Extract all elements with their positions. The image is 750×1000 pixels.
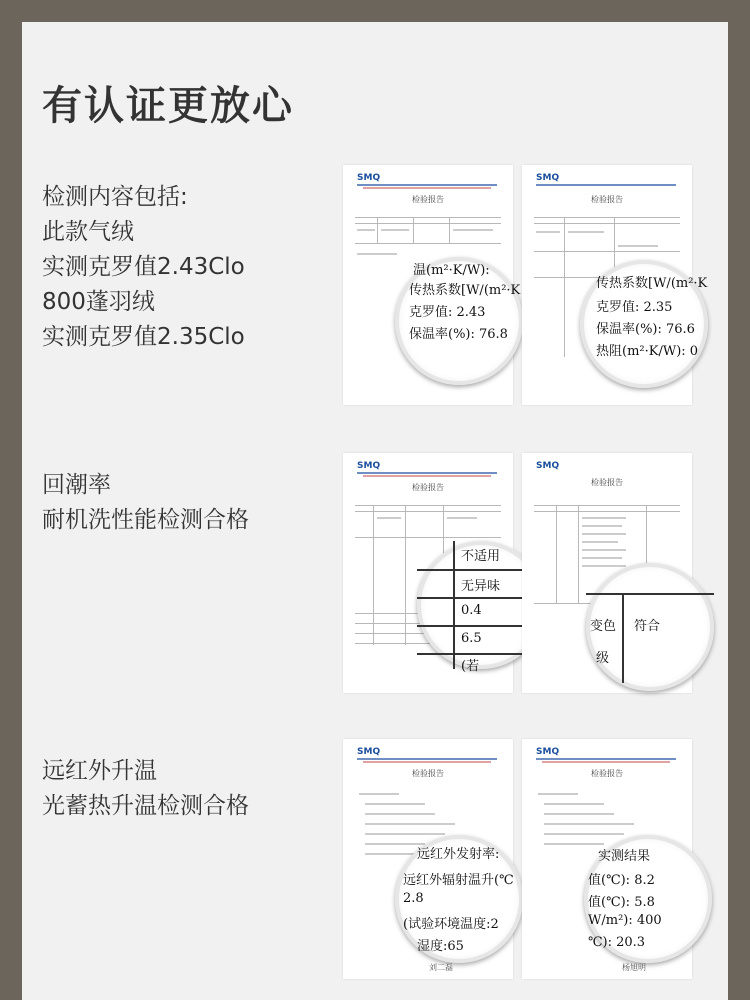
- lens-table-line: [586, 593, 714, 595]
- lens-text: W/m²): 400: [588, 913, 662, 928]
- certificate-doc: [522, 453, 692, 693]
- table-line: [405, 505, 406, 645]
- report-title: 检验报告: [591, 195, 623, 204]
- lens-text: 保温率(%): 76.6: [596, 322, 695, 337]
- table-line: [373, 505, 374, 645]
- section-line: 远红外升温: [42, 758, 157, 784]
- text-placeholder: [568, 231, 604, 233]
- smq-logo: SMQ: [536, 747, 560, 757]
- text-placeholder: [582, 525, 622, 527]
- lens-table-line: [622, 593, 624, 683]
- section-line: 800蓬羽绒: [42, 289, 155, 315]
- smq-logo: SMQ: [357, 461, 381, 471]
- text-placeholder: [544, 833, 624, 835]
- section-2-text: [42, 468, 249, 538]
- table-line: [564, 217, 565, 357]
- lens-text: 6.5: [461, 631, 482, 646]
- lens-text: 变色: [590, 619, 617, 634]
- lens-text: 传热系数[W/(m²·K: [596, 276, 708, 291]
- text-placeholder: [544, 823, 634, 825]
- text-placeholder: [377, 517, 401, 519]
- table-line: [556, 505, 557, 603]
- section-line: 实测克罗值2.43Clo: [42, 254, 245, 280]
- report-title: 检验报告: [412, 769, 444, 778]
- report-title: 检验报告: [412, 483, 444, 492]
- table-line: [355, 537, 501, 538]
- certificate-doc: [343, 453, 513, 693]
- text-placeholder: [582, 549, 626, 551]
- table-line: [534, 251, 680, 252]
- lens-text: 湿度:65: [417, 939, 464, 954]
- doc-header-bar: [536, 758, 676, 760]
- lens-text: 2.8: [403, 891, 424, 906]
- lens-text: 值(℃): 5.8: [588, 895, 655, 910]
- lens-text: 不适用: [461, 549, 501, 564]
- text-placeholder: [582, 565, 626, 567]
- certificate-doc: [522, 739, 692, 979]
- lens-text: 值(℃): 8.2: [588, 873, 655, 888]
- text-placeholder: [453, 229, 493, 231]
- text-placeholder: [365, 843, 425, 845]
- section-3-text: [42, 754, 249, 824]
- section-line: 耐机洗性能检测合格: [42, 507, 249, 533]
- table-line: [355, 505, 501, 506]
- text-placeholder: [544, 843, 604, 845]
- text-placeholder: [365, 803, 425, 805]
- certificate-doc: [343, 739, 513, 979]
- doc-sub-bar: [363, 475, 491, 477]
- text-placeholder: [357, 253, 397, 255]
- content-card: [22, 22, 728, 1000]
- certificate-doc: [522, 165, 708, 405]
- lens-text: 温(m²·K/W):: [413, 263, 490, 278]
- section-1-text: [42, 180, 245, 355]
- text-placeholder: [365, 813, 435, 815]
- page-title: 有认证更放心: [42, 83, 294, 129]
- text-placeholder: [381, 229, 409, 231]
- lens-text: 保温率(%): 76.8: [409, 327, 508, 342]
- lens-text: 克罗值: 2.43: [409, 305, 486, 320]
- magnifier-lens: [586, 563, 714, 691]
- lens-text: (试验环境温度:2: [403, 917, 499, 932]
- table-line: [534, 217, 680, 218]
- doc-sub-bar: [363, 761, 491, 763]
- lens-text: 0.4: [461, 603, 482, 618]
- report-title: 检验报告: [412, 195, 444, 204]
- table-line: [578, 505, 579, 603]
- lens-text: 符合: [634, 619, 661, 634]
- text-placeholder: [582, 557, 622, 559]
- text-placeholder: [618, 245, 658, 247]
- section-line: 回潮率: [42, 472, 111, 498]
- table-line: [449, 217, 450, 243]
- lens-text: 无异味: [461, 579, 501, 594]
- text-placeholder: [536, 231, 560, 233]
- section-line: 实测克罗值2.35Clo: [42, 324, 245, 350]
- smq-logo: SMQ: [357, 747, 381, 757]
- text-placeholder: [447, 517, 477, 519]
- magnifier-lens: [395, 835, 523, 963]
- signature: 杨旭明: [622, 963, 646, 972]
- doc-header-bar: [357, 184, 497, 186]
- lens-text: 克罗值: 2.35: [596, 300, 673, 315]
- magnifier-lens: [584, 835, 712, 963]
- section-line: 光蓄热升温检测合格: [42, 793, 249, 819]
- signature: 刘二磊: [429, 963, 453, 972]
- text-placeholder: [582, 517, 626, 519]
- text-placeholder: [544, 813, 614, 815]
- lens-text: 远红外辐射温升(℃: [403, 873, 514, 888]
- magnifier-lens: [580, 260, 708, 388]
- text-placeholder: [582, 541, 618, 543]
- lens-text: 传热系数[W/(m²·K: [409, 283, 521, 298]
- report-title: 检验报告: [591, 478, 623, 487]
- report-title: 检验报告: [591, 769, 623, 778]
- smq-logo: SMQ: [357, 173, 381, 183]
- doc-header-bar: [536, 184, 676, 186]
- section-line: 检测内容包括:: [42, 184, 188, 210]
- magnifier-lens: [395, 257, 523, 385]
- smq-logo: SMQ: [536, 173, 560, 183]
- lens-table-line: [453, 541, 455, 669]
- doc-sub-bar: [542, 761, 670, 763]
- table-line: [413, 217, 414, 243]
- text-placeholder: [538, 793, 578, 795]
- text-placeholder: [357, 229, 375, 231]
- certificate-doc: [343, 165, 521, 405]
- lens-text: 远红外发射率:: [417, 847, 500, 862]
- text-placeholder: [544, 803, 604, 805]
- table-line: [355, 243, 501, 244]
- lens-text: 级: [596, 651, 610, 666]
- text-placeholder: [365, 823, 455, 825]
- doc-sub-bar: [363, 187, 491, 189]
- text-placeholder: [359, 793, 399, 795]
- text-placeholder: [365, 833, 445, 835]
- table-line: [355, 511, 501, 512]
- lens-text: ℃): 20.3: [588, 935, 646, 950]
- text-placeholder: [582, 533, 626, 535]
- lens-text: (若: [461, 659, 480, 674]
- lens-text: 实测结果: [598, 849, 651, 864]
- doc-header-bar: [357, 472, 497, 474]
- smq-logo: SMQ: [536, 461, 560, 471]
- table-line: [377, 217, 378, 243]
- section-line: 此款气绒: [42, 219, 134, 245]
- table-line: [534, 223, 680, 224]
- doc-header-bar: [357, 758, 497, 760]
- lens-text: 热阻(m²·K/W): 0: [596, 344, 699, 359]
